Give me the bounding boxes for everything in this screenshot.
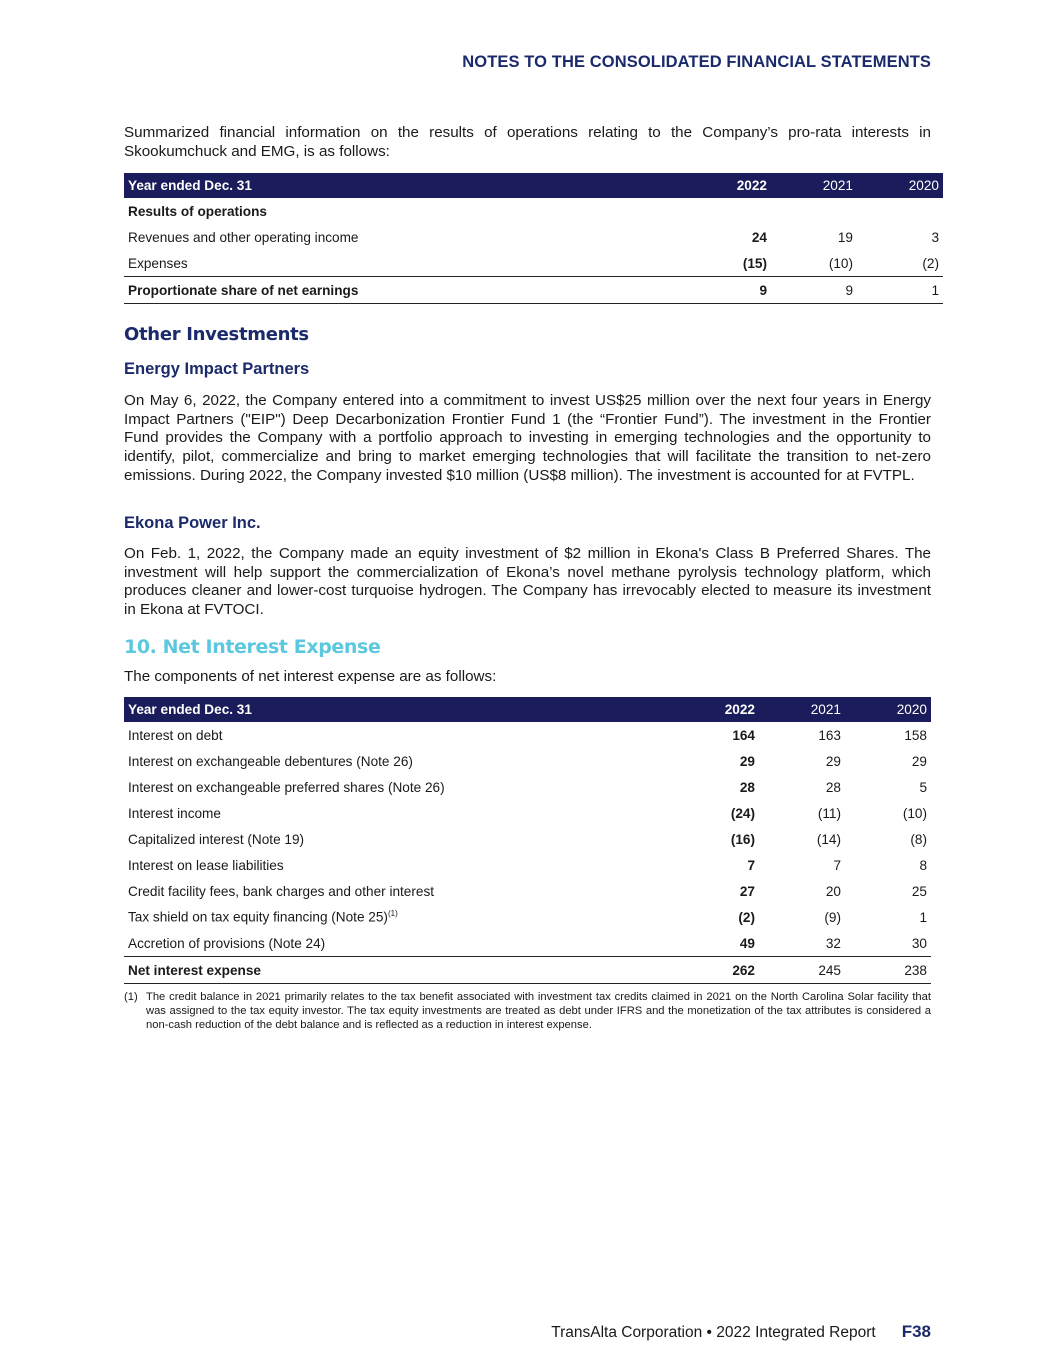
intro-section	[124, 124, 931, 161]
footnote-reference: (1)	[387, 909, 398, 919]
total-row	[124, 957, 931, 984]
cell-2022: (15)	[742, 255, 767, 271]
table-row	[124, 878, 931, 904]
cell-2021: (11)	[817, 805, 841, 821]
eip-section	[124, 392, 931, 486]
row-label: Expenses	[128, 255, 188, 271]
page-footer	[551, 1322, 931, 1342]
cell-2021: 19	[837, 229, 853, 245]
table-row	[124, 852, 931, 878]
cell-2020: 29	[911, 753, 927, 769]
cell-2020: (10)	[902, 805, 927, 821]
cell-2022: 49	[739, 935, 755, 951]
cell-2021: 28	[825, 779, 841, 795]
total-label: Proportionate share of net earnings	[124, 277, 714, 304]
footnote	[124, 990, 931, 1033]
table-row	[124, 748, 931, 774]
other-investments-heading: Other Investments	[124, 324, 309, 345]
cell-2021: 32	[825, 935, 841, 951]
row-label: Capitalized interest (Note 19)	[128, 831, 305, 847]
cell-2022: 29	[739, 753, 755, 769]
cell-2022: (2)	[738, 909, 755, 925]
cell-2020: 158	[904, 727, 927, 743]
table-row	[124, 722, 931, 748]
cell-2021: 163	[818, 727, 841, 743]
cell-2020: 25	[911, 883, 927, 899]
row-label: Interest on exchangeable debentures (Note 26)	[128, 753, 413, 769]
intro-paragraph: Summarized financial information on the results of operations relating to the Company’s pro-rata interests in Skookumchuck and EMG, is as follows:	[124, 124, 931, 160]
column-header: 2021	[759, 697, 845, 722]
column-header: Year ended Dec. 31	[124, 173, 714, 198]
ekona-paragraph: On Feb. 1, 2022, the Company made an equity investment of $2 million in Ekona's Class B Preferred Shares. The investment will help support the commercialization of Ekona’s novel methane pyrolysis technology platform, which produces cleaner and lower-cost turquoise hydrogen. The Company has irrevocably elected to measure its investment in Ekona at FVTOCI.	[124, 545, 931, 619]
cell-2021: (14)	[816, 831, 841, 847]
total-2021: 245	[759, 957, 845, 984]
column-header: Year ended Dec. 31	[124, 697, 702, 722]
row-label: Interest on exchangeable preferred shares (Note 26)	[128, 779, 445, 795]
table-row	[124, 800, 931, 826]
column-header: 2021	[771, 173, 857, 198]
section-label: Results of operations	[128, 203, 267, 219]
section-10-intro-text: The components of net interest expense are as follows:	[124, 668, 497, 685]
cell-2020: (2)	[922, 255, 939, 271]
table-header-row	[124, 697, 931, 722]
cell-2022: 164	[732, 727, 755, 743]
row-label: Credit facility fees, bank charges and other interest	[128, 883, 435, 899]
ekona-section	[124, 545, 931, 620]
cell-2020: 3	[931, 229, 939, 245]
row-label: Interest on debt	[128, 727, 223, 743]
row-label: Interest income	[128, 805, 221, 821]
ekona-heading: Ekona Power Inc.	[124, 514, 261, 532]
eip-heading: Energy Impact Partners	[124, 360, 310, 378]
table-header-row	[124, 173, 943, 198]
results-of-operations-table	[124, 173, 943, 304]
total-2022: 262	[702, 957, 759, 984]
cell-2022: 28	[739, 779, 755, 795]
section-10-heading: 10. Net Interest Expense	[124, 636, 381, 658]
cell-2021: 20	[825, 883, 841, 899]
table-row	[124, 930, 931, 957]
row-label: Revenues and other operating income	[128, 229, 359, 245]
total-label: Net interest expense	[124, 957, 702, 984]
footer-text: TransAlta Corporation • 2022 Integrated Report	[551, 1324, 876, 1341]
table-row	[124, 250, 943, 277]
eip-paragraph: On May 6, 2022, the Company entered into a commitment to invest US$25 million over the next four years in Energy Impact Partners ("EIP") Deep Decarbonization Frontier Fund 1 (the “Frontier Fund”). The investment in the Frontier Fund provides the Company with a portfolio approach to investing in emerging technologies and the opportunity to identify, pilot, commercialize and bring to market emerging technologies that will facilitate the transition to net-zero emissions. During 2022, the Company invested $10 million (US$8 million). The investment is accounted for at FVTPL.	[124, 392, 931, 484]
section-10-intro	[124, 668, 931, 687]
page-number: F38	[901, 1322, 931, 1341]
cell-2020: 8	[919, 857, 927, 873]
cell-2021: (9)	[824, 909, 841, 925]
footnote-marker: (1)	[124, 991, 138, 1003]
table-row	[124, 826, 931, 852]
section-row	[124, 198, 943, 224]
cell-2022: 27	[739, 883, 755, 899]
column-header: 2020	[845, 697, 931, 722]
cell-2020: (8)	[910, 831, 927, 847]
cell-2022: 24	[751, 229, 767, 245]
column-header: 2022	[714, 173, 771, 198]
footnote-text: The credit balance in 2021 primarily relates to the tax benefit associated with investment tax credits claimed in 2021 on the North Carolina Solar facility that was assigned to the tax equity investor. The tax equity investments are treated as debt under IFRS and the monetization of the tax attributes is considered a non-cash reduction of the debt balance and is reflected as a reduction in interest expense.	[146, 991, 931, 1032]
cell-2020: 30	[911, 935, 927, 951]
total-2022: 9	[714, 277, 771, 304]
total-2021: 9	[771, 277, 857, 304]
cell-2022: (24)	[730, 805, 755, 821]
page-header-title: NOTES TO THE CONSOLIDATED FINANCIAL STATEMENTS	[462, 53, 931, 71]
table-row	[124, 224, 943, 250]
cell-2020: 1	[919, 909, 927, 925]
total-2020: 1	[857, 277, 943, 304]
table-row	[124, 904, 931, 930]
table-row	[124, 774, 931, 800]
cell-2022: 7	[747, 857, 755, 873]
total-row	[124, 277, 943, 304]
net-interest-expense-table	[124, 697, 931, 984]
cell-2022: (16)	[730, 831, 755, 847]
column-header: 2022	[702, 697, 759, 722]
total-2020: 238	[845, 957, 931, 984]
column-header: 2020	[857, 173, 943, 198]
row-label: Accretion of provisions (Note 24)	[128, 935, 326, 951]
cell-2021: 7	[833, 857, 841, 873]
cell-2021: (10)	[828, 255, 853, 271]
row-label: Interest on lease liabilities	[128, 857, 284, 873]
cell-2020: 5	[919, 779, 927, 795]
cell-2021: 29	[825, 753, 841, 769]
row-label-cell	[124, 904, 702, 930]
row-label: Tax shield on tax equity financing (Note 25)	[128, 909, 388, 925]
